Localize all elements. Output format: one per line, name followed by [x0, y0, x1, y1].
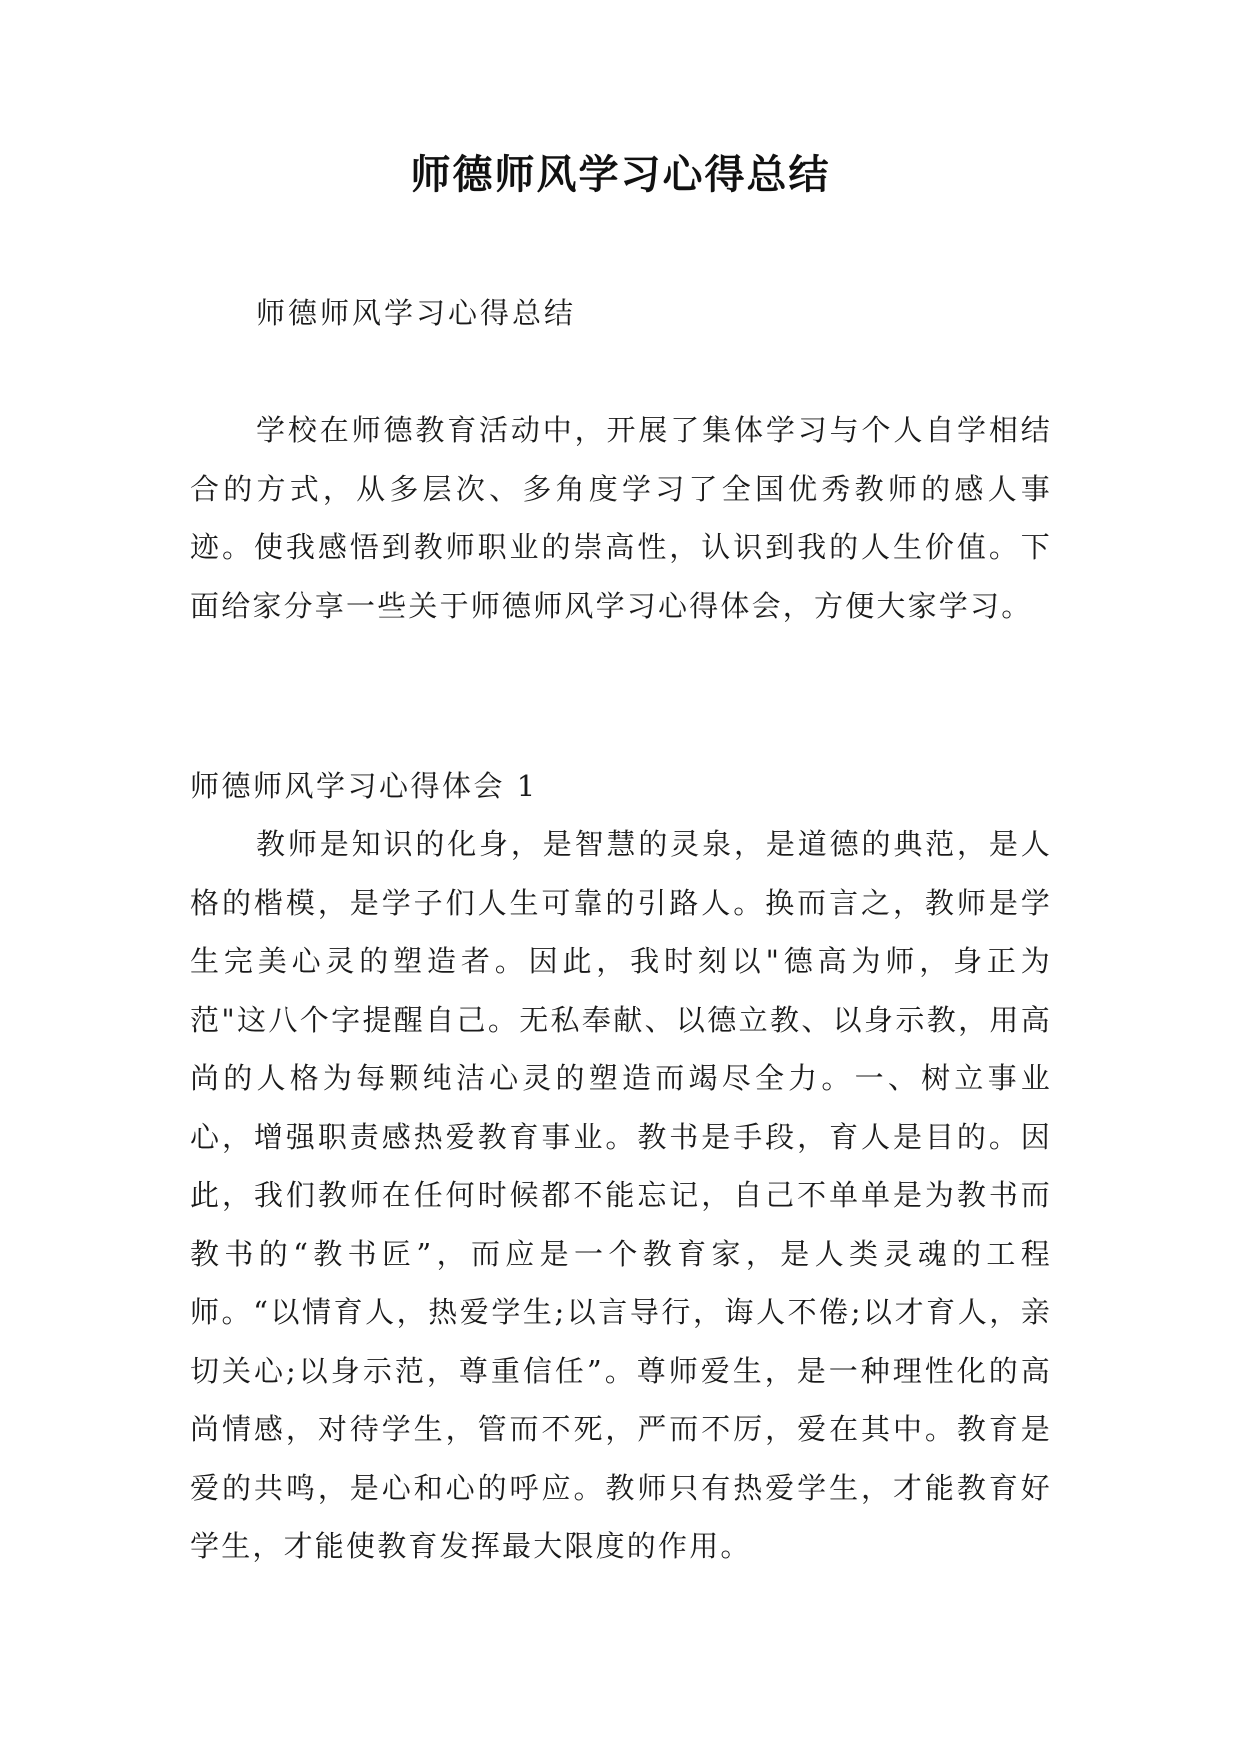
section-heading: 师德师风学习心得体会 1 — [190, 769, 538, 803]
document-subtitle: 师德师风学习心得总结 — [256, 296, 577, 330]
section-paragraph: 教师是知识的化身，是智慧的灵泉，是道德的典范，是人格的楷模，是学子们人生可靠的引路人。换而言之，教师是学生完美心灵的塑造者。因此，我时刻以"德高为师，身正为范"这八个字提醒自己。无私奉献、以德立教、以身示教，用高尚的人格为每颗纯洁心灵的塑造而竭尽全力。一、树立事业心，增强职责感热爱教育事业。教书是手段，育人是目的。因此，我们教师在任何时候都不能忘记，自己不单单是为教书而教书的“教书匠”，而应是一个教育家，是人类灵魂的工程师。“以情育人，热爱学生;以言导行，诲人不倦;以才育人，亲切关心;以身示范，尊重信任”。尊师爱生，是一种理性化的高尚情感，对待学生，管而不死，严而不厉，爱在其中。教育是爱的共鸣，是心和心的呼应。教师只有热爱学生，才能教育好学生，才能使教育发挥最大限度的作用。 — [190, 827, 1052, 1563]
intro-paragraph: 学校在师德教育活动中，开展了集体学习与个人自学相结合的方式，从多层次、多角度学习了全国优秀教师的感人事迹。使我感悟到教师职业的崇高性，认识到我的人生价值。下面给家分享一些关于师德师风学习心得体会，方便大家学习。 — [190, 413, 1052, 623]
page-title: 师德师风学习心得总结 — [410, 151, 831, 198]
